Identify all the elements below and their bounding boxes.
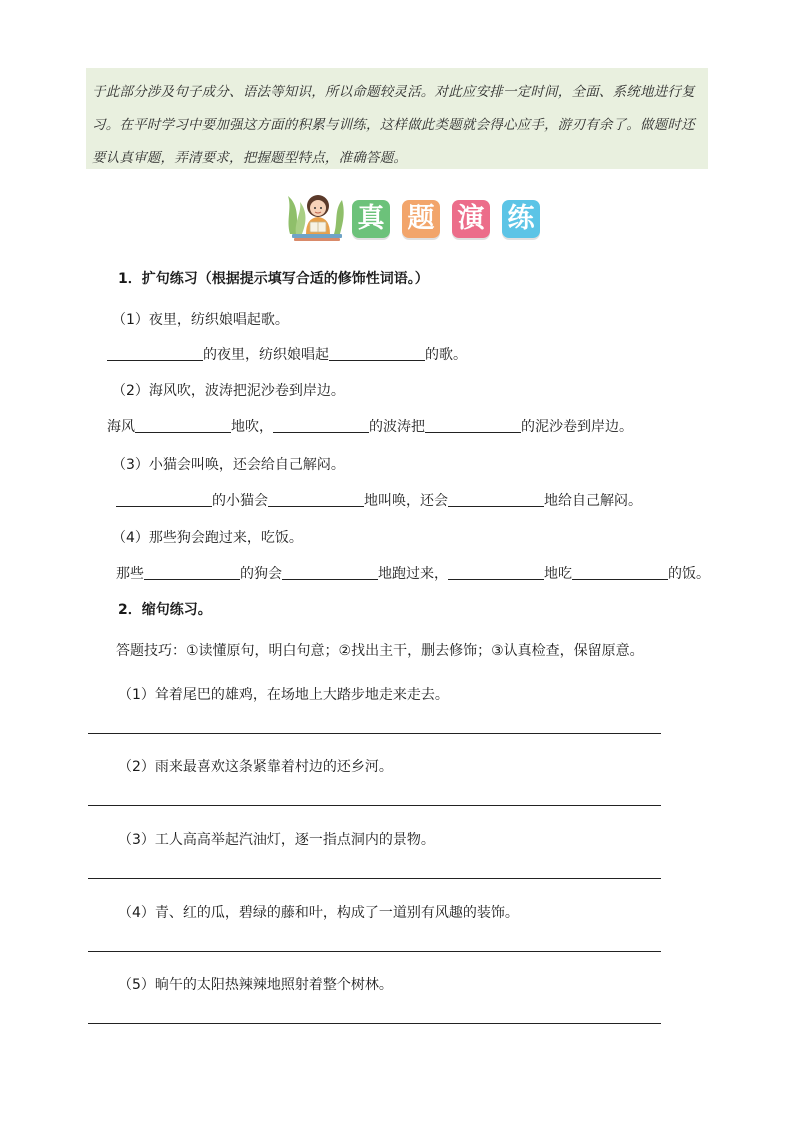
- expand-item-2-original: （2）海风吹，波涛把泥沙卷到岸边。: [112, 383, 345, 399]
- shorten-item-1: （1）耸着尾巴的雄鸡，在场地上大踏步地走来走去。: [118, 687, 449, 703]
- shorten-item-2: （2）雨来最喜欢这条紧靠着村边的还乡河。: [118, 759, 393, 775]
- answer-tip: 答题技巧：①读懂原句，明白句意；②找出主干，删去修饰；③认真检查，保留原意。: [116, 643, 644, 659]
- answer-line[interactable]: [88, 951, 661, 952]
- answer-line[interactable]: [88, 733, 661, 734]
- intro-text: 于此部分涉及句子成分、语法等知识，所以命题较灵活。对此应安排一定时间，全面、系统地进行复习。在平时学习中要加强这方面的积累与训练，这样做此类题就会得心应手，游刃有余了。做题时还要认真审题，弄清要求，把握题型特点，准确答题。: [92, 84, 695, 166]
- section2-heading: 2．缩句练习。: [118, 602, 212, 618]
- answer-blank[interactable]: [425, 418, 521, 433]
- expand-item-2-fill: 海风 地吹， 的波涛把 的泥沙卷到岸边。: [107, 419, 633, 435]
- expand-item-3-fill: 的小猫会 地叫唤，还会 地给自己解闷。: [116, 490, 642, 510]
- answer-blank[interactable]: [572, 565, 668, 580]
- shorten-item-3: （3）工人高高举起汽油灯，逐一指点洞内的景物。: [118, 832, 435, 848]
- answer-blank[interactable]: [273, 418, 369, 433]
- answer-line[interactable]: [88, 1023, 661, 1024]
- intro-box: [86, 68, 708, 169]
- expand-item-4-original: （4）那些狗会跑过来，吃饭。: [112, 530, 303, 546]
- expand-item-1-original: （1）夜里，纺织娘唱起歌。: [112, 312, 289, 328]
- expand-item-3-original: （3）小猫会叫唤，还会给自己解闷。: [112, 457, 345, 473]
- banner-char-1: 真: [352, 200, 390, 238]
- expand-item-4-fill: 那些 的狗会 地跑过来， 地吃 的饭。: [116, 566, 710, 582]
- answer-blank[interactable]: [268, 492, 364, 507]
- answer-blank[interactable]: [282, 565, 378, 580]
- answer-blank[interactable]: [448, 492, 544, 507]
- expand-item-1-fill: 的夜里，纺织娘唱起 的歌。: [107, 344, 467, 364]
- answer-blank[interactable]: [144, 565, 240, 580]
- banner-char-4: 练: [502, 200, 540, 238]
- answer-line[interactable]: [88, 805, 661, 806]
- answer-blank[interactable]: [135, 418, 231, 433]
- section1-heading: 1．扩句练习（根据提示填写合适的修饰性词语。）: [118, 271, 429, 287]
- banner-char-2: 题: [402, 200, 440, 238]
- answer-blank[interactable]: [448, 565, 544, 580]
- section-banner: [284, 190, 540, 242]
- answer-blank[interactable]: [107, 346, 203, 361]
- reading-girl-illustration: [284, 190, 348, 242]
- answer-line[interactable]: [88, 878, 661, 879]
- answer-blank[interactable]: [116, 492, 212, 507]
- banner-char-3: 演: [452, 200, 490, 238]
- shorten-item-4: （4）青、红的瓜，碧绿的藤和叶，构成了一道别有风趣的装饰。: [118, 905, 519, 921]
- shorten-item-5: （5）晌午的太阳热辣辣地照射着整个树林。: [118, 977, 393, 993]
- answer-blank[interactable]: [329, 346, 425, 361]
